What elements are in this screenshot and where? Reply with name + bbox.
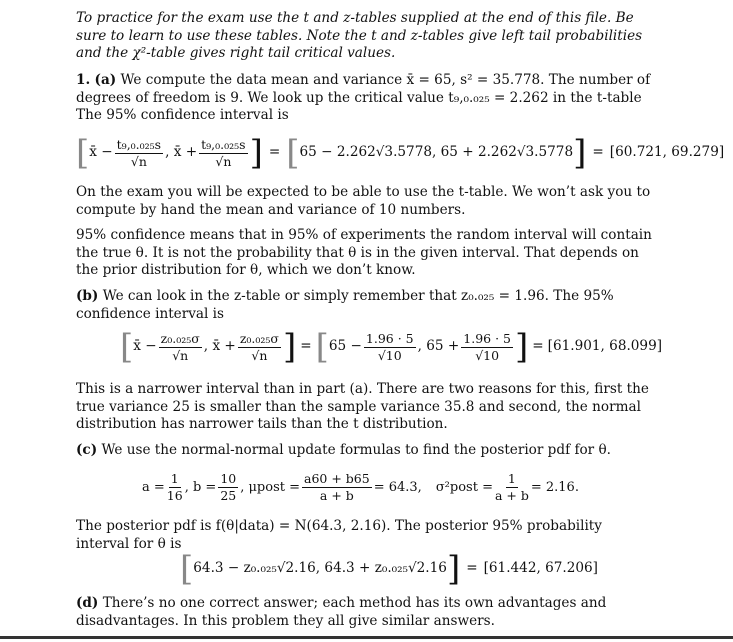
eq-c-mu: , μpost = [240, 479, 301, 495]
eq-a-result: [60.721, 69.279] [609, 144, 725, 161]
part-c-label: (c) [76, 442, 98, 458]
eq-a-frac-left: $\frac{\text{t₉,₀.₀₂₅s}}{√n}$ [116, 136, 162, 169]
part-a-label: (a) [94, 72, 117, 88]
equation-a [76, 133, 725, 173]
bracket-close-2: ] [573, 133, 587, 173]
posterior-text: The posterior pdf is f(θ|data) = N(64.3, 2.16). The posterior 95% probability interval for θ is [76, 518, 602, 552]
part-a-paragraph [76, 72, 656, 125]
eq-post-eq: = [466, 560, 478, 577]
equation-c [142, 472, 579, 503]
bottom-rule [0, 636, 733, 639]
bracket-close: ] [249, 133, 263, 173]
eq-b-frac-num1: $\frac{1.96 \cdot 5}{√10}$ [365, 330, 414, 363]
eq-a-eq1: = [268, 144, 281, 161]
part-c-text: We use the normal-normal update formulas to find the posterior pdf for θ. [101, 442, 611, 458]
eq-b-65a: 65 − [328, 338, 362, 355]
eq-b-frac-left: $\frac{\text{z₀.₀₂₅σ}}{√n}$ [160, 330, 200, 363]
eq-b-frac-right: $\frac{\text{z₀.₀₂₅σ}}{√n}$ [239, 330, 279, 363]
eq-b-xbar-minus: x̄ − [133, 338, 157, 355]
eq-b-65b: , 65 + [417, 338, 460, 355]
eq-b-xbar-plus: , x̄ + [203, 338, 236, 355]
equation-post [180, 549, 598, 589]
eq-post-result: [61.442, 67.206] [483, 560, 598, 577]
eq-c-sig: σ²post = [435, 479, 493, 495]
confidence-note: 95% confidence means that in 95% of experiments the random interval will contain the true θ. It is not the probability that θ is in the given interval. That depends on the prior distribution for θ, which we don’t know. [76, 227, 652, 279]
eq-b-eq1: = [300, 338, 312, 355]
eq-c-a: a = [142, 479, 165, 495]
eq-a-middle: 65 − 2.262√3.5778, 65 + 2.262√3.5778 [299, 144, 574, 161]
eq-b-frac-num2: $\frac{1.96 \cdot 5}{√10}$ [463, 330, 511, 363]
eq-post-middle: 64.3 − z₀.₀₂₅√2.16, 64.3 + z₀.₀₂₅√2.16 [193, 560, 447, 577]
eq-c-b: , b = [184, 479, 217, 495]
bracket-close-b: ] [282, 327, 297, 367]
part-d-label: (d) [76, 595, 99, 611]
part-c-paragraph [76, 442, 656, 460]
bracket-open-b2: [ [315, 327, 329, 367]
eq-c-mu-frac: $\frac{a60 + b65}{a + b}$ [304, 471, 370, 503]
equation-b [120, 327, 663, 367]
eq-c-sig-frac: $\frac{1}{a + b}$ [494, 471, 529, 503]
eq-c-b-frac: $\frac{10}{25}$ [220, 471, 237, 503]
bracket-open-b: [ [120, 327, 134, 367]
narrow-note: This is a narrower interval than in part (a). There are two reasons for this, first the true variance 25 is smaller than the sample variance 35.8 and second, the normal distribution has narrower tails than the t distribution. [76, 381, 649, 433]
part-b-paragraph [76, 288, 656, 323]
part-d-paragraph [76, 595, 656, 630]
part-d-text: There’s no one correct answer; each method has its own advantages and disadvantages. In this problem they all give similar answers. [76, 595, 607, 629]
bracket-close-post: ] [446, 549, 461, 589]
exam-note: On the exam you will be expected to be able to use the t-table. We won’t ask you to compute by hand the mean and variance of 10 numbers. [76, 184, 651, 218]
eq-a-xbar-minus: x̄ − [89, 144, 113, 161]
eq-a-frac-right: $\frac{\text{t₉,₀.₀₂₅s}}{√n}$ [201, 136, 246, 169]
part-a-text: We compute the data mean and variance x̄ = 65, s² = 35.778. The number of degrees of freedom is 9. We look up the critical value t₉,₀.₀₂₅ = 2.262 in the t-table The 95% confidence interval is [76, 72, 651, 124]
bracket-open-2: [ [286, 133, 300, 173]
eq-b-result: [61.901, 68.099] [547, 338, 663, 355]
part-b-text: We can look in the z-table or simply remember that z₀.₀₂₅ = 1.96. The 95% confidence interval is [76, 288, 614, 322]
eq-c-mu-val: = 64.3, [373, 479, 422, 495]
eq-a-xbar-plus: , x̄ + [165, 144, 198, 161]
intro-paragraph: To practice for the exam use the t and z-tables supplied at the end of this file. Be sure to learn to use these tables. Note the t and z-tables give left tail probabilities and the χ²-table gives right tail critical values. [76, 10, 643, 62]
eq-a-eq2: = [592, 144, 604, 161]
eq-c-a-frac: $\frac{1}{16}$ [166, 471, 183, 503]
part-b-label: (b) [76, 288, 99, 304]
bracket-close-b2: ] [515, 327, 529, 367]
bracket-open: [ [76, 133, 90, 173]
eq-c-sig-val: = 2.16. [530, 479, 579, 495]
eq-b-eq2: = [532, 338, 544, 355]
problem-number: 1. [76, 72, 91, 88]
bracket-open-post: [ [180, 549, 194, 589]
